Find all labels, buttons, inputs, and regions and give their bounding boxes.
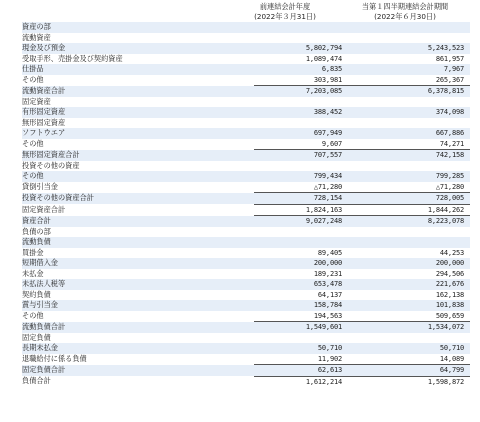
row-prev-value: 1,824,163 bbox=[254, 204, 348, 216]
row-label: 固定負債合計 bbox=[22, 365, 254, 377]
row-curr-value: 1,598,872 bbox=[348, 376, 470, 387]
row-label: 仕掛品 bbox=[22, 64, 254, 75]
prev-period-date: (2022年３月31日) bbox=[254, 12, 316, 21]
row-curr-value: 162,138 bbox=[435, 290, 464, 299]
row-prev-value bbox=[254, 227, 348, 238]
table-row bbox=[22, 150, 470, 161]
row-curr-value: 7,967 bbox=[348, 64, 470, 75]
curr-period-title: 当第１四半期連結会計期間 bbox=[361, 2, 449, 11]
table-row bbox=[22, 75, 470, 86]
row-curr-value: 5,243,523 bbox=[348, 43, 470, 54]
row-prev-value: △71,280 bbox=[313, 182, 342, 191]
row-prev-value: 7,203,085 bbox=[254, 86, 348, 97]
row-label: 受取手形、売掛金及び契約資産 bbox=[22, 53, 123, 63]
row-prev-value: 697,949 bbox=[254, 128, 348, 139]
table-row bbox=[22, 204, 470, 216]
row-label: 長期未払金 bbox=[22, 343, 254, 354]
row-prev-value: 9,607 bbox=[321, 139, 342, 148]
table-row bbox=[22, 333, 470, 344]
table-row bbox=[22, 376, 470, 387]
row-label: 貸倒引当金 bbox=[22, 181, 58, 191]
row-label: 買掛金 bbox=[22, 247, 44, 257]
row-label: その他 bbox=[22, 310, 44, 320]
table-row bbox=[22, 216, 470, 227]
table-row bbox=[22, 43, 470, 54]
prev-period-header bbox=[232, 2, 338, 22]
row-label: 資産合計 bbox=[22, 216, 254, 227]
table-row bbox=[22, 300, 470, 311]
table-row bbox=[22, 193, 470, 205]
row-prev-value: 1,089,474 bbox=[305, 54, 342, 63]
row-curr-value: 265,367 bbox=[435, 75, 464, 84]
balance-sheet-table bbox=[22, 22, 470, 387]
row-prev-value: 5,802,794 bbox=[254, 43, 348, 54]
row-label: 退職給付に係る負債 bbox=[22, 353, 87, 363]
table-row bbox=[22, 227, 470, 238]
row-prev-value: 1,549,601 bbox=[254, 322, 348, 333]
row-curr-value bbox=[348, 333, 470, 344]
table-row bbox=[22, 365, 470, 377]
row-prev-value: 303,981 bbox=[313, 75, 342, 84]
table-row bbox=[22, 343, 470, 354]
row-prev-value: 11,902 bbox=[317, 354, 342, 363]
row-curr-value bbox=[348, 97, 470, 108]
row-curr-value: 1,844,262 bbox=[348, 204, 470, 216]
row-label: 短期借入金 bbox=[22, 258, 254, 269]
table-row bbox=[22, 139, 470, 150]
table-row bbox=[22, 64, 470, 75]
row-prev-value: 62,613 bbox=[254, 365, 348, 377]
row-label: 流動資産 bbox=[22, 32, 51, 42]
row-curr-value: 861,957 bbox=[435, 54, 464, 63]
table-row bbox=[22, 258, 470, 269]
row-curr-value: 8,223,078 bbox=[348, 216, 470, 227]
table-row bbox=[22, 322, 470, 333]
table-row bbox=[22, 86, 470, 97]
row-label: 未払金 bbox=[22, 268, 44, 278]
row-curr-value bbox=[348, 118, 470, 129]
row-prev-value bbox=[254, 333, 348, 344]
row-label: 負債合計 bbox=[22, 376, 51, 386]
row-curr-value: 742,158 bbox=[348, 150, 470, 161]
row-curr-value: 374,098 bbox=[348, 107, 470, 118]
table-row bbox=[22, 237, 470, 248]
row-curr-value: 221,676 bbox=[348, 279, 470, 290]
row-prev-value bbox=[254, 33, 348, 44]
row-prev-value: 799,434 bbox=[254, 171, 348, 182]
row-curr-value: 101,838 bbox=[348, 300, 470, 311]
curr-period-date: (2022年６月30日) bbox=[374, 12, 436, 21]
row-label: ソフトウエア bbox=[22, 128, 254, 139]
row-curr-value: △71,280 bbox=[435, 182, 464, 191]
row-prev-value: 89,405 bbox=[317, 248, 342, 257]
row-label: 無形固定資産合計 bbox=[22, 150, 254, 161]
row-prev-value: 194,563 bbox=[313, 311, 342, 320]
row-curr-value bbox=[348, 237, 470, 248]
row-label: その他 bbox=[22, 138, 44, 148]
row-curr-value bbox=[348, 22, 470, 33]
row-prev-value: 1,612,214 bbox=[254, 376, 348, 387]
row-label: 負債の部 bbox=[22, 226, 51, 236]
row-prev-value: 50,710 bbox=[254, 343, 348, 354]
row-prev-value bbox=[254, 118, 348, 129]
table-row bbox=[22, 354, 470, 365]
row-curr-value: 294,506 bbox=[435, 269, 464, 278]
table-row bbox=[22, 161, 470, 172]
prev-period-title: 前連結会計年度 bbox=[259, 2, 311, 11]
row-prev-value bbox=[254, 97, 348, 108]
row-curr-value: 6,378,815 bbox=[348, 86, 470, 97]
table-row bbox=[22, 269, 470, 280]
row-curr-value: 64,799 bbox=[348, 365, 470, 377]
row-curr-value: 728,005 bbox=[348, 193, 470, 205]
row-label: 流動負債 bbox=[22, 237, 254, 248]
table-row bbox=[22, 97, 470, 108]
row-curr-value: 50,710 bbox=[348, 343, 470, 354]
table-row bbox=[22, 107, 470, 118]
row-prev-value: 653,478 bbox=[254, 279, 348, 290]
row-curr-value: 667,886 bbox=[348, 128, 470, 139]
row-prev-value bbox=[254, 237, 348, 248]
row-prev-value: 200,000 bbox=[254, 258, 348, 269]
row-label: 無形固定資産 bbox=[22, 117, 66, 127]
row-curr-value: 799,285 bbox=[348, 171, 470, 182]
table-row bbox=[22, 118, 470, 129]
row-prev-value bbox=[254, 161, 348, 172]
row-curr-value: 200,000 bbox=[348, 258, 470, 269]
row-prev-value bbox=[254, 22, 348, 33]
row-label: 現金及び預金 bbox=[22, 43, 254, 54]
balance-sheet-body bbox=[22, 22, 470, 387]
row-curr-value: 44,253 bbox=[439, 248, 464, 257]
row-curr-value: 1,534,072 bbox=[348, 322, 470, 333]
row-curr-value: 14,089 bbox=[439, 354, 464, 363]
row-label: 資産の部 bbox=[22, 22, 254, 33]
table-row bbox=[22, 290, 470, 301]
row-label: 契約負債 bbox=[22, 289, 51, 299]
row-curr-value bbox=[348, 33, 470, 44]
table-row bbox=[22, 182, 470, 193]
curr-period-header bbox=[330, 2, 480, 22]
row-label: 固定資産 bbox=[22, 96, 51, 106]
row-label: 投資その他の資産 bbox=[22, 160, 80, 170]
row-curr-value: 509,659 bbox=[435, 311, 464, 320]
row-prev-value: 9,027,248 bbox=[254, 216, 348, 227]
row-label: その他 bbox=[22, 74, 44, 84]
row-label: 賞与引当金 bbox=[22, 300, 254, 311]
row-curr-value bbox=[348, 227, 470, 238]
row-prev-value: 64,137 bbox=[317, 290, 342, 299]
row-label: その他 bbox=[22, 171, 254, 182]
row-prev-value: 728,154 bbox=[254, 193, 348, 205]
row-curr-value: 74,271 bbox=[439, 139, 464, 148]
table-row bbox=[22, 22, 470, 33]
row-label: 未払法人税等 bbox=[22, 279, 254, 290]
row-label: 固定負債 bbox=[22, 332, 51, 342]
table-row bbox=[22, 311, 470, 322]
row-prev-value: 388,452 bbox=[254, 107, 348, 118]
table-row bbox=[22, 248, 470, 259]
row-prev-value: 6,835 bbox=[254, 64, 348, 75]
row-prev-value: 189,231 bbox=[313, 269, 342, 278]
row-label: 投資その他の資産合計 bbox=[22, 193, 254, 205]
row-label: 固定資産合計 bbox=[22, 204, 66, 214]
row-prev-value: 158,784 bbox=[254, 300, 348, 311]
table-row bbox=[22, 279, 470, 290]
row-label: 流動負債合計 bbox=[22, 322, 254, 333]
row-label: 流動資産合計 bbox=[22, 86, 254, 97]
row-prev-value: 707,557 bbox=[254, 150, 348, 161]
row-curr-value bbox=[348, 161, 470, 172]
table-row bbox=[22, 54, 470, 65]
table-row bbox=[22, 128, 470, 139]
table-row bbox=[22, 33, 470, 44]
table-row bbox=[22, 171, 470, 182]
row-label: 有形固定資産 bbox=[22, 107, 254, 118]
